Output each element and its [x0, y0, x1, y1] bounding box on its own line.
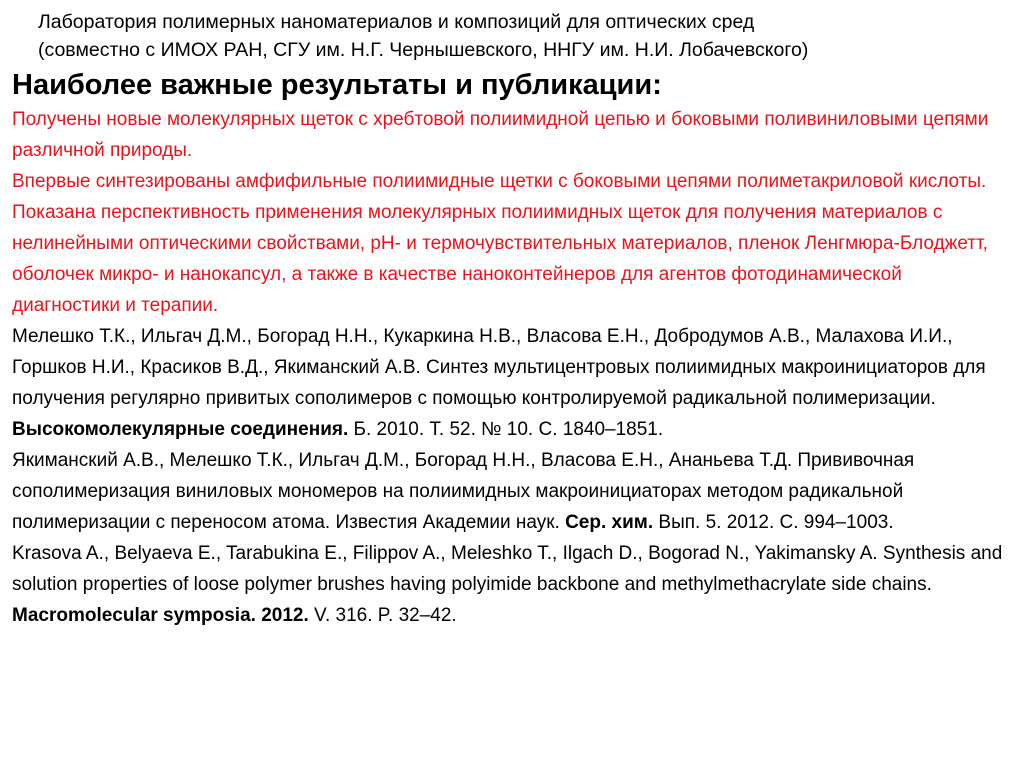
content: [12, 104, 1014, 631]
publication-item: [12, 321, 1014, 445]
lab-header-line-2: (совместно с ИМОХ РАН, СГУ им. Н.Г. Чернышевского, ННГУ им. Н.И. Лобачевского): [38, 39, 809, 61]
result-item: Впервые синтезированы амфифильные полиимидные щетки с боковыми цепями полиметакриловой кислоты.: [12, 171, 987, 192]
lab-header-line-1: Лаборатория полимерных наноматериалов и композиций для оптических сред: [38, 11, 755, 33]
publication-text: Krasova A., Belyaeva E., Tarabukina E., Filippov A., Meleshko T., Ilgach D., Bogorad N., Yakimansky A. Synthesis and solution properties of loose polymer brushes having polyimide backbone and methylmethacrylate side chains.: [12, 543, 1003, 595]
page-title: Наиболее важные результаты и публикации:: [12, 69, 662, 101]
publication-item: [12, 445, 1014, 538]
publication-text: Мелешко Т.К., Ильгач Д.М., Богорад Н.Н., Кукаркина Н.В., Власова Е.Н., Добродумов А.В., Малахова И.И., Горшков Н.И., Красиков В.Д., Якиманский А.В. Синтез мультицентровых полиимидных макроинициаторов для получения регулярно привитых сополимеров с помощью контролируемой радикальной полимеризации.: [12, 326, 986, 409]
result-item: Получены новые молекулярных щеток с хребтовой полиимидной цепью и боковыми поливиниловыми цепями различной природы.: [12, 109, 989, 161]
publication-journal: Macromolecular symposia. 2012.: [12, 605, 309, 626]
result-item: Показана перспективность применения молекулярных полиимидных щеток для получения материалов с нелинейными оптическими свойствами, рН- и термочувствительных материалов, пленок Ленгмюра-Блоджетт, оболочек микро- и нанокапсул, а также в качестве наноконтейнеров для агентов фотодинамической диагностики и терапии.: [12, 202, 988, 316]
publication-text: Якиманский А.В., Мелешко Т.К., Ильгач Д.М., Богорад Н.Н., Власова Е.Н., Ананьева Т.Д. Прививочная сополимеризация виниловых мономеров на полиимидных макроинициаторах методом радикальной полимеризации с переносом атома. Известия Академии наук.: [12, 450, 915, 533]
publication-item: [12, 538, 1014, 631]
publication-journal: Высокомолекулярные соединения.: [12, 419, 349, 440]
publication-journal: Сер. хим.: [565, 512, 654, 533]
lab-header: [12, 8, 1014, 64]
publication-details: Вып. 5. 2012. С. 994–1003.: [658, 512, 894, 533]
publication-details: V. 316. P. 32–42.: [314, 605, 457, 626]
publication-details: Б. 2010. Т. 52. № 10. С. 1840–1851.: [353, 419, 664, 440]
